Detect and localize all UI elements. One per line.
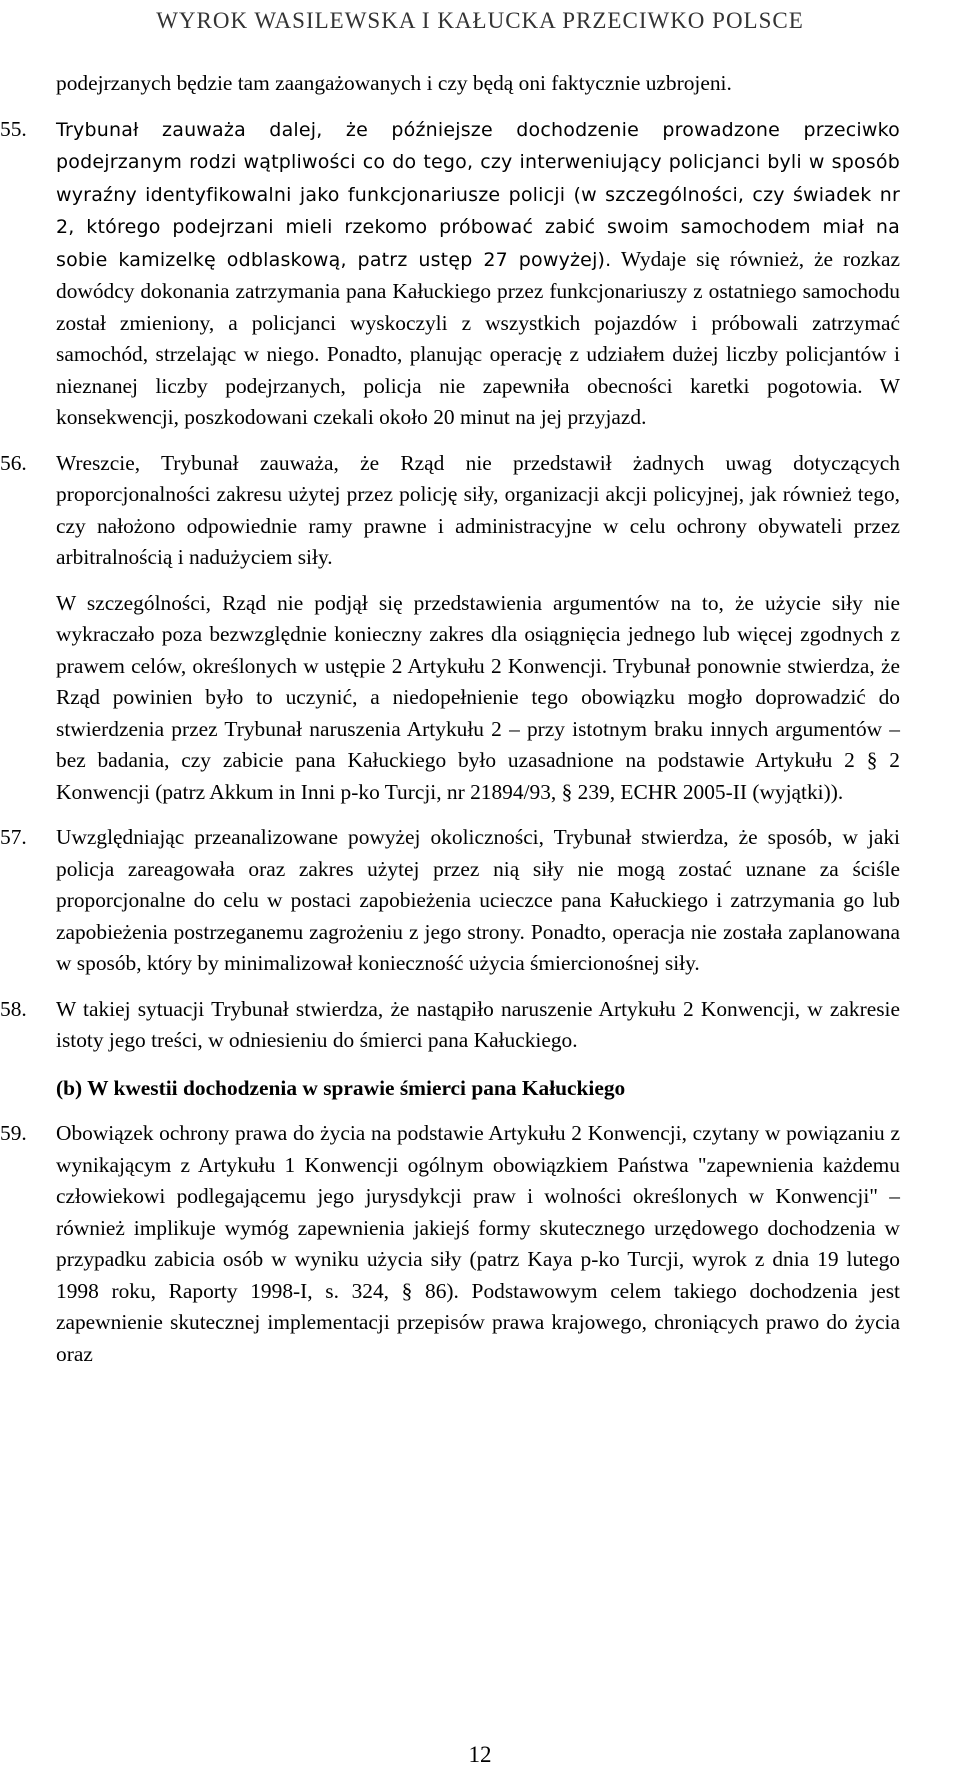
paragraph-number: 59. [0,1121,27,1145]
paragraph-55 [0,114,900,434]
paragraph-57 [0,822,900,980]
paragraph-text: W szczególności, Rząd nie podjął się przedstawienia argumentów na to, że użycie siły nie wykraczało poza bezwzględnie konieczny zakres dla osiągnięcia jednego lub więcej zgodnych z prawem celów, określonych w ustępie 2 Artykułu 2 Konwencji. Trybunał ponownie stwierdza, że Rząd powinien było to uczynić, a niedopełnienie tego obowiązku mogło doprowadzić do stwierdzenia przez Trybunał naruszenia Artykułu 2 – przy istotnym braku innych argumentów – bez badania, czy zabicie pana Kałuckiego było uzasadnione na podstawie Artykułu 2 § 2 Konwencji (patrz Akkum in Inni p-ko Turcji, nr 21894/93, § 239, ECHR 2005-II (wyjątki)). [56,590,900,804]
paragraph-text-sans: Trybunał zauważa dalej, że późniejsze dochodzenie prowadzone przeciwko podejrzanym rodzi wątpliwości co do tego, czy interweniujący policjanci byli w sposób wyraźny identyfikowalni jako funkcjonariusze policji (w szczególności, czy świadek nr 2, którego podejrzani mieli rzekomo próbować zabić swoim samochodem miał na sobie kamizelkę odblaskową, patrz ustęp 27 powyżej). [56,118,900,271]
paragraph-text-serif: Wydaje się również, że rozkaz dowódcy dokonania zatrzymania pana Kałuckiego przez funkcjonariuszy z ostatniego samochodu został zmieniony, a policjanci wyskoczyli z wszystkich pojazdów i próbowali zatrzymać samochód, strzelając w niego. Ponadto, planując operację z udziałem dużej liczby policjantów i nieznanej liczby podejrzanych, policja nie zapewniła obecności karetki pogotowia. W konsekwencji, poszkodowani czekali około 20 minut na jej przyjazd. [56,246,900,429]
paragraph-59 [0,1118,900,1370]
section-subheading: (b) W kwestii dochodzenia w sprawie śmierci pana Kałuckiego [56,1075,626,1100]
document-body [0,68,900,1370]
paragraph-number: 57. [0,825,27,849]
paragraph-number: 56. [0,450,27,475]
continued-paragraph: podejrzanych będzie tam zaangażowanych i czy będą oni faktycznie uzbrojeni. [56,71,732,95]
paragraph-text: Obowiązek ochrony prawa do życia na podstawie Artykułu 2 Konwencji, czytany w powiązaniu z wynikającym z Artykułu 1 Konwencji ogólnym obowiązkiem Państwa "zapewnienia każdemu człowiekowi podlegającemu jego jurysdykcji praw i wolności określonych w Konwencji" – również implikuje wymóg zapewnienia jakiejś formy skutecznego urzędowego dochodzenia w przypadku zabicia osób w wyniku użycia siły (patrz Kaya p-ko Turcji, wyrok z dnia 19 lutego 1998 roku, Raporty 1998-I, s. 324, § 86). Podstawowym celem takiego dochodzenia jest zapewnienie skutecznej implementacji przepisów prawa krajowego, chroniących prawo do życia oraz [56,1121,900,1366]
paragraph-text: Wreszcie, Trybunał zauważa, że Rząd nie przedstawił żadnych uwag dotyczących proporcjonalności zakresu użytej przez policję siły, organizacji akcji policyjnej, jak również tego, czy nałożono odpowiednie ramy prawne i administracyjne w celu ochrony obywateli przez arbitralnością i nadużyciem siły. [56,450,900,569]
paragraph-text [56,114,900,434]
paragraph-56-continued [56,588,900,809]
paragraph-number: 58. [0,996,27,1021]
paragraph-58 [0,994,900,1057]
paragraph-text: Uwzględniając przeanalizowane powyżej okoliczności, Trybunał stwierdza, że sposób, w jaki policja zareagowała oraz zakres użytej przez nią siły nie mogą zostać uznane za ściśle proporcjonalne do celu w postaci zapobieżenia ucieczce pana Kałuckiego i zatrzymania go lub zapobieżenia postrzeganemu zagrożeniu z jego strony. Ponadto, operacja nie została zaplanowana w sposób, który by minimalizował konieczność użycia śmiercionośnej siły. [56,825,900,975]
page-number: 12 [468,1742,492,1767]
paragraph-number: 55. [0,116,27,141]
paragraph-text: W takiej sytuacji Trybunał stwierdza, że nastąpiło naruszenie Artykułu 2 Konwencji, w zakresie istoty jego treści, w odniesieniu do śmierci pana Kałuckiego. [56,996,900,1052]
running-header: WYROK WASILEWSKA I KAŁUCKA PRZECIWKO POLSCE [156,8,804,33]
paragraph-56 [0,448,900,574]
